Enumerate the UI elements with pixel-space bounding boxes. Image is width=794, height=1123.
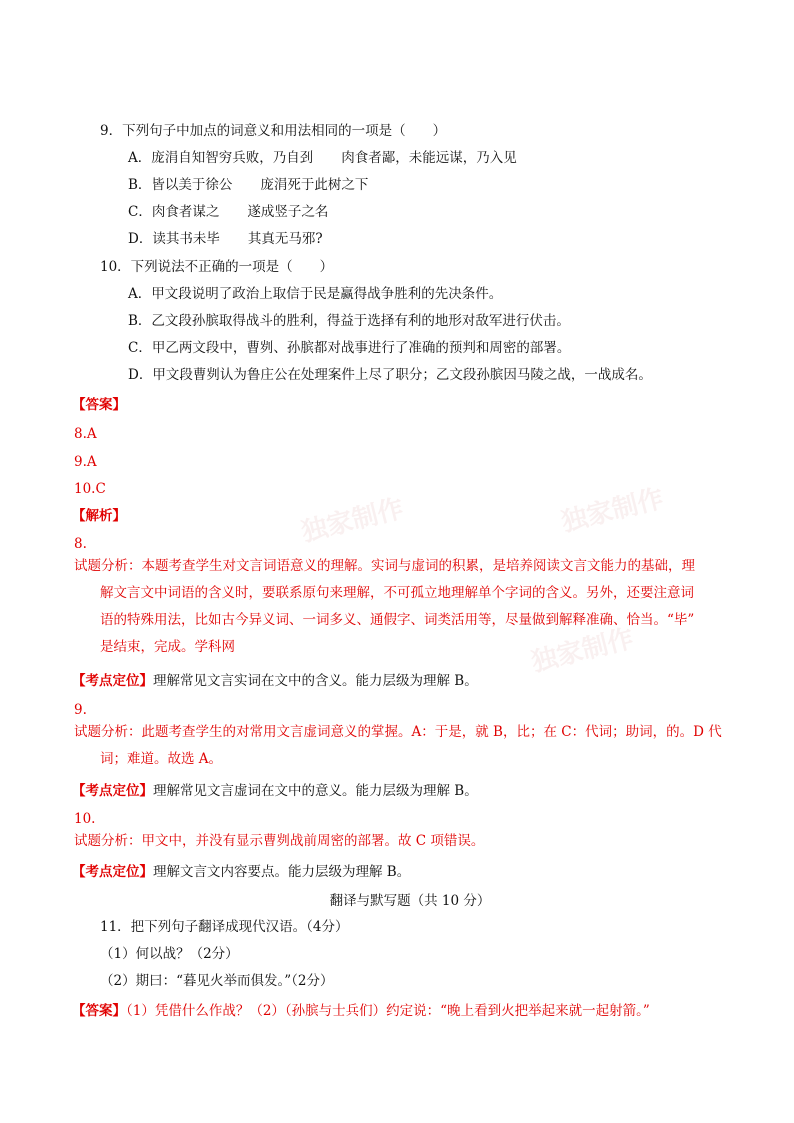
option-text: 其真无马邪? [247,231,323,247]
analysis-8-point [72,672,478,690]
q9-option-d [128,230,323,248]
point-text: 理解常见文言实词在文中的含义。能力层级为理解 B。 [153,673,478,689]
analysis-8-number: 8. [74,536,87,552]
point-text: 理解常见文言虚词在文中的意义。能力层级为理解 B。 [153,783,478,799]
option-text: C．肉食者谋之 [128,204,220,220]
analysis-8-line: 语的特殊用法，比如古今异义词、一词多义、通假字、词类活用等，尽量做到解释准确、恰当。“毕” [100,612,695,628]
analysis-8-line: 试题分析：本题考查学生对文言词语意义的理解。实词与虚词的积累，是培养阅读文言文能力的基础，理 [74,558,695,574]
option-text: B．皆以美于徐公 [128,177,233,193]
option-text: D．读其书未毕 [128,231,220,247]
q10-option-a: A．甲文段说明了政治上取信于民是赢得战争胜利的先决条件。 [128,286,503,302]
option-text: 庞涓死于此树之下 [260,177,369,193]
point-tag: 【考点定位】 [72,864,153,880]
q11-answer [72,1002,650,1020]
analysis-9-line: 试题分析：此题考查学生的对常用文言虚词意义的掌握。A：于是，就 B，比；在 C：代词；助词，的。D 代 [74,724,722,740]
option-text: A．庞涓自知智穷兵败，乃自刭 [128,150,314,166]
option-text: 遂成竖子之名 [247,204,329,220]
analysis-10-number: 10. [74,811,96,827]
analysis-9-line: 词；难道。故选 A。 [100,751,223,767]
section-title: 翻译与默写题（共 10 分） [329,893,491,909]
q9-option-c [128,203,328,221]
q11-sentence-1: （1）何以战？（2分） [100,946,239,962]
analysis-tag: 【解析】 [72,508,126,524]
point-tag: 【考点定位】 [72,783,153,799]
q9-option-a [128,149,517,167]
answer-8: 8.A [74,426,97,442]
point-text: 理解文言文内容要点。能力层级为理解 B。 [153,864,411,880]
watermark: 独家制作 [298,493,407,549]
analysis-10-point [72,863,410,881]
option-text: 肉食者鄙，未能远谋，乃入见 [341,150,517,166]
q10-option-b: B．乙文段孙膑取得战斗的胜利，得益于选择有利的地形对敌军进行伏击。 [128,313,570,329]
q10-stem: 10．下列说法不正确的一项是（ ） [100,259,334,275]
q9-stem: 9．下列句子中加点的词意义和用法相同的一项是（ ） [100,123,447,139]
analysis-8-line: 解文言文中词语的含义时，要联系原句来理解，不可孤立地理解单个字词的含义。另外，还要注意词 [100,585,694,601]
answer-10: 10.C [74,481,106,497]
answer-tag: 【答案】 [72,397,126,413]
analysis-9-number: 9. [74,702,87,718]
analysis-9-point [72,782,478,800]
answer-tag: 【答案】 [72,1003,126,1019]
q11-stem: 11．把下列句子翻译成现代汉语。（4分） [100,919,349,935]
watermark: 独家制作 [558,483,667,539]
answer-text: （1）凭借什么作战？（2）（孙膑与士兵们）约定说：“晚上看到火把举起来就一起射箭。” [126,1003,650,1019]
q9-option-b [128,176,368,194]
answer-9: 9.A [74,454,97,470]
watermark: 独家制作 [528,623,637,679]
q10-option-c: C．甲乙两文段中，曹刿、孙膑都对战事进行了准确的预判和周密的部署。 [128,340,571,356]
analysis-8-line: 是结束，完成。学科网 [100,639,235,655]
point-tag: 【考点定位】 [72,673,153,689]
q10-option-d: D．甲文段曹刿认为鲁庄公在处理案件上尽了职分；乙文段孙膑因马陵之战，一战成名。 [128,367,652,383]
q11-sentence-2: （2）期曰：“暮见火举而俱发。”（2分） [100,973,334,989]
analysis-10-line: 试题分析：甲文中，并没有显示曹刿战前周密的部署。故 C 项错误。 [74,833,485,849]
